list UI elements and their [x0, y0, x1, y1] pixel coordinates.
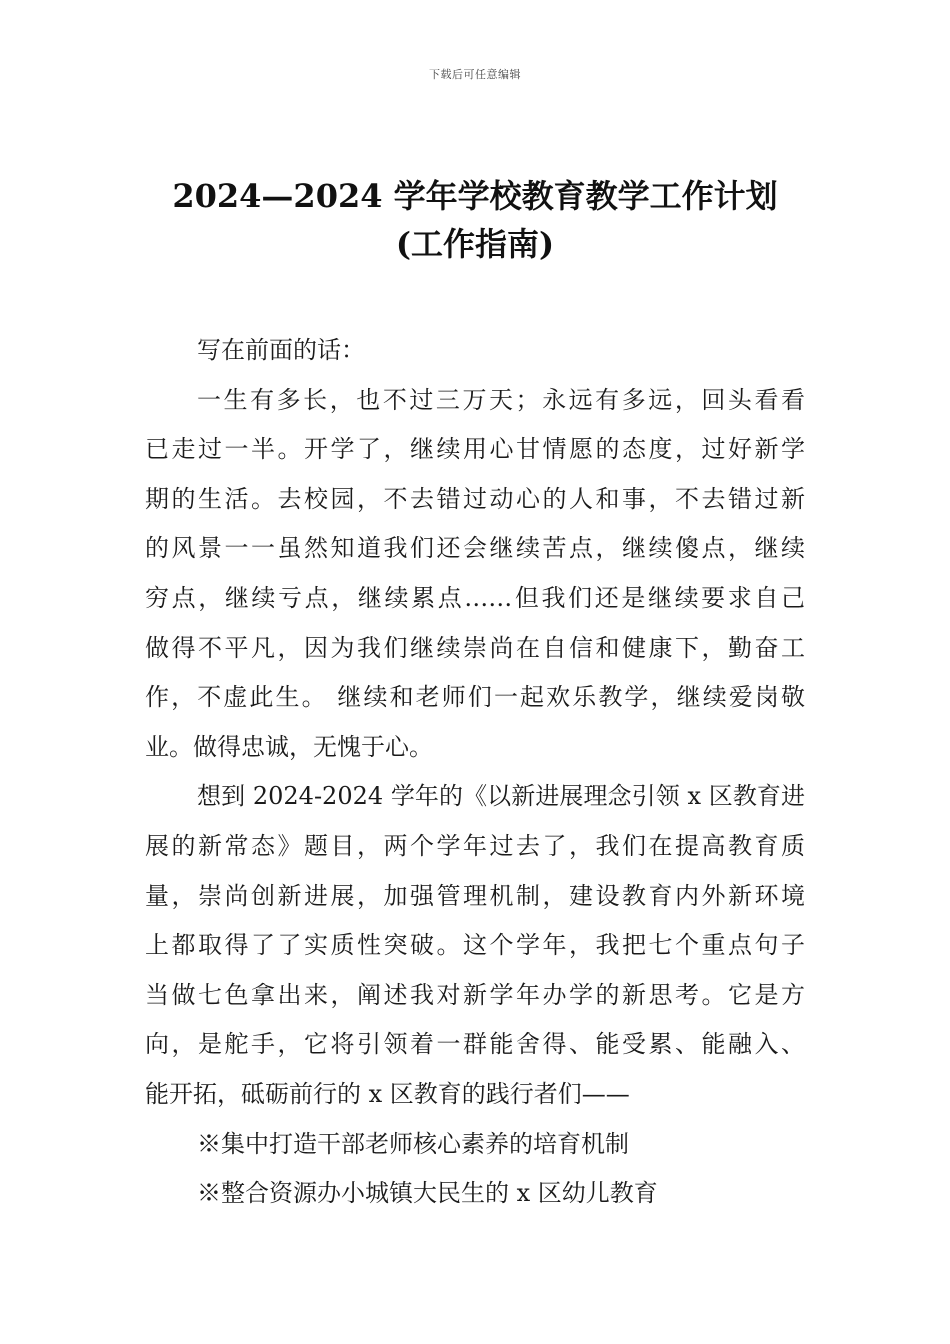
paragraph-line: 上都取得了了实质性突破。这个学年，我把七个重点句子 — [145, 931, 805, 960]
title-line-1: 2024—2024 学年学校教育教学工作计划 — [172, 177, 778, 215]
paragraph-line: 能开拓，砥砺前行的 x 区教育的践行者们—— — [145, 1079, 630, 1108]
document-body — [145, 326, 805, 1219]
paragraph-line: 量，崇尚创新进展，加强管理机制，建设教育内外新环境 — [145, 881, 805, 910]
paragraph-line: 已走过一半。开学了，继续用心甘情愿的态度，过好新学 — [145, 435, 805, 464]
document-title — [120, 172, 830, 268]
paragraph-line: 当做七色拿出来，阐述我对新学年办学的新思考。它是方 — [145, 980, 805, 1009]
bullet-item: ※整合资源办小城镇大民生的 x 区幼儿教育 — [197, 1179, 658, 1208]
paragraph-line: 穷点，继续亏点，继续累点……但我们还是继续要求自己 — [145, 583, 805, 612]
paragraph-line: 期的生活。去校园，不去错过动心的人和事，不去错过新 — [145, 484, 805, 513]
preface-heading: 写在前面的话： — [197, 336, 365, 364]
title-line-2: (工作指南) — [395, 225, 555, 263]
paragraph-line: 展的新常态》题目，两个学年过去了，我们在提高教育质 — [145, 831, 805, 860]
paragraph-line: 的风景一一虽然知道我们还会继续苦点，继续傻点，继续 — [145, 534, 805, 563]
header-note: 下载后可任意编辑 — [429, 68, 521, 81]
paragraph-line: 一生有多长，也不过三万天；永远有多远，回头看看 — [197, 385, 805, 414]
paragraph-line: 向，是舵手，它将引领着一群能舍得、能受累、能融入、 — [145, 1030, 805, 1059]
paragraph-line: 业。做得忠诚，无愧于心。 — [145, 732, 433, 761]
paragraph-line: 作，不虚此生。 继续和老师们一起欢乐教学，继续爱岗敬 — [145, 683, 805, 712]
paragraph-line: 做得不平凡，因为我们继续崇尚在自信和健康下，勤奋工 — [145, 633, 805, 662]
paragraph-line: 想到 2024-2024 学年的《以新进展理念引领 x 区教育进 — [197, 782, 805, 811]
bullet-item: ※集中打造干部老师核心素养的培育机制 — [197, 1129, 629, 1158]
